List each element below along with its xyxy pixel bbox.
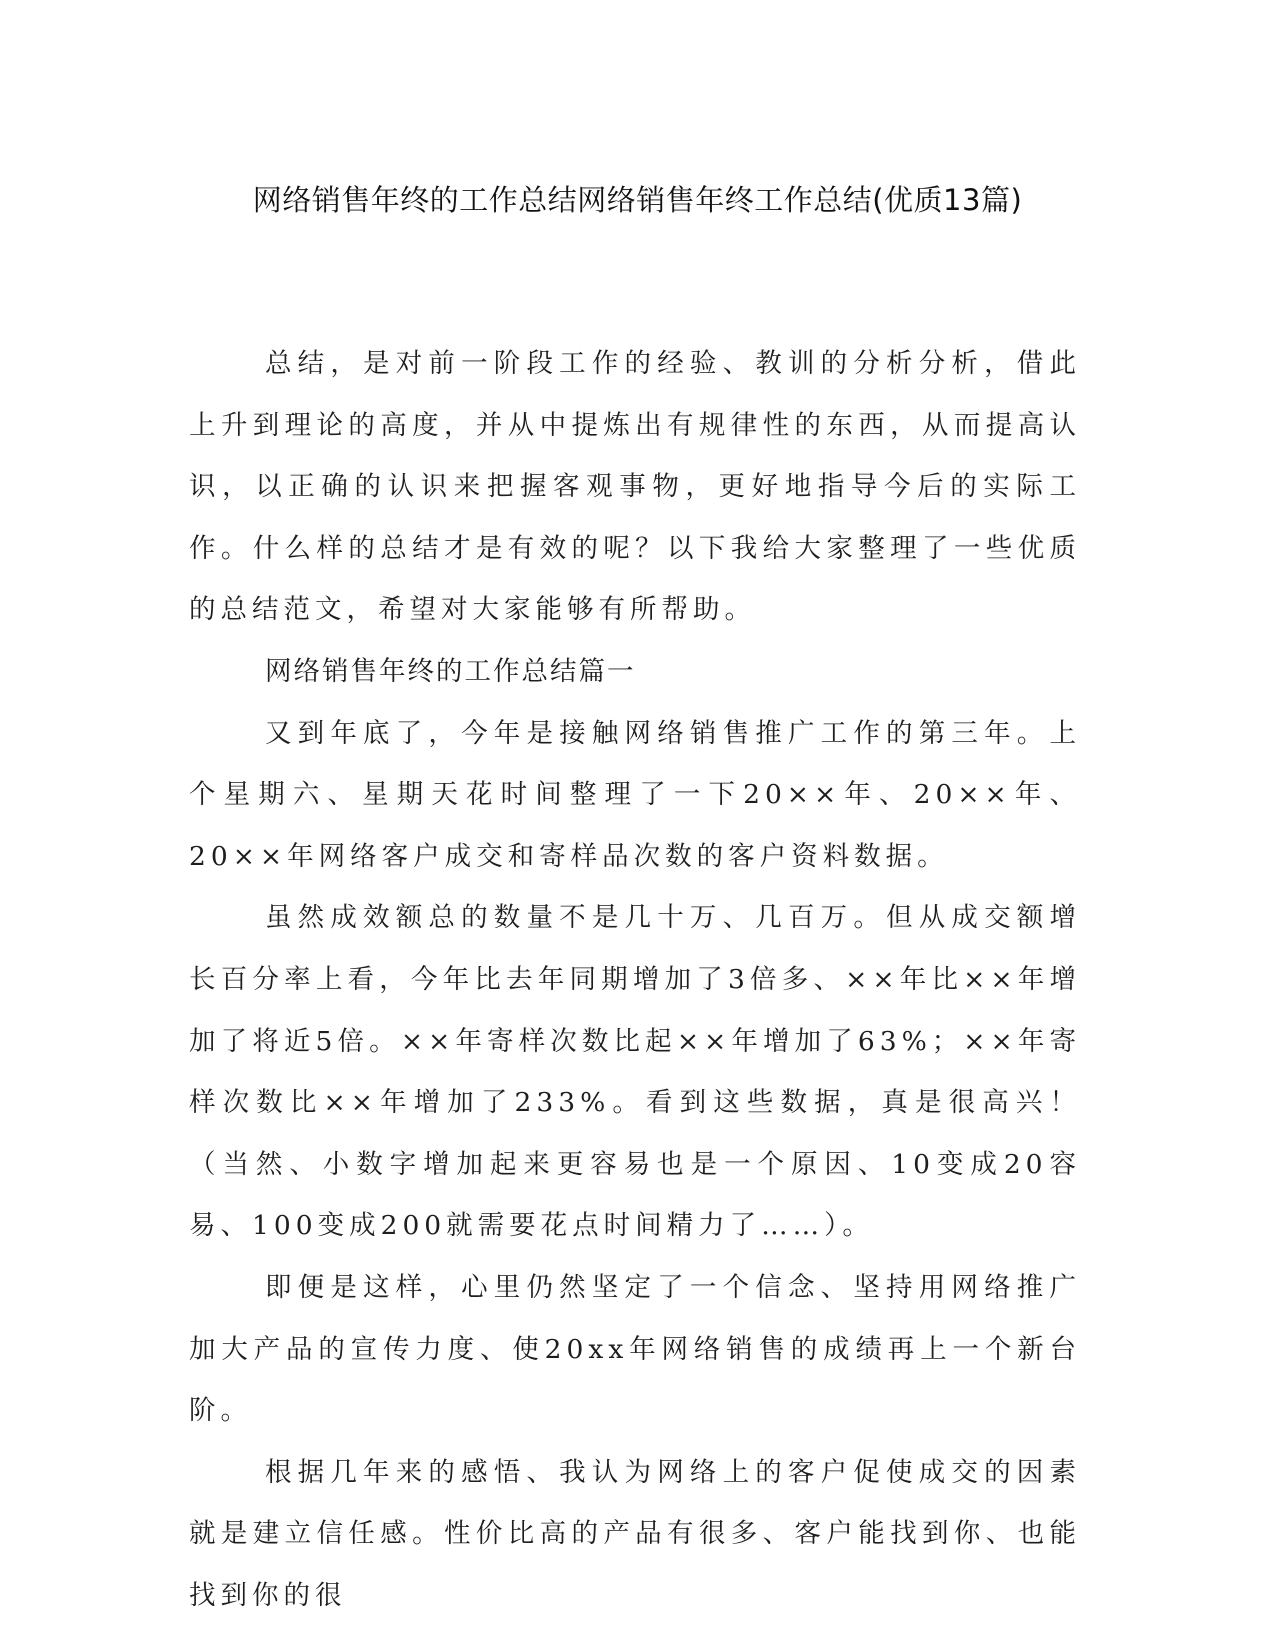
- paragraph-trust: 根据几年来的感悟、我认为网络上的客户促使成交的因素就是建立信任感。性价比高的产品有很多、客户能找到你、也能找到你的很: [189, 1456, 1081, 1611]
- document-body: [189, 333, 1081, 1626]
- paragraph-belief: 即便是这样，心里仍然坚定了一个信念、坚持用网络推广加大产品的宣传力度、使20xx年网络销售的成绩再上一个新台阶。: [189, 1271, 1081, 1427]
- document-title: 网络销售年终的工作总结网络销售年终工作总结(优质13篇): [252, 183, 1023, 217]
- paragraph-intro: 总结，是对前一阶段工作的经验、教训的分析分析，借此上升到理论的高度，并从中提炼出有规律性的东西，从而提高认识，以正确的认识来把握客观事物，更好地指导今后的实际工作。什么样的总结才是有效的呢？以下我给大家整理了一些优质的总结范文，希望对大家能够有所帮助。: [189, 348, 1081, 626]
- paragraph-year-end: 又到年底了，今年是接触网络销售推广工作的第三年。上个星期六、星期天花时间整理了一下20××年、20××年、20××年网络客户成交和寄样品次数的客户资料数据。: [189, 717, 1081, 872]
- section-heading: 网络销售年终的工作总结篇一: [265, 655, 636, 687]
- paragraph-growth-data: 虽然成效额总的数量不是几十万、几百万。但从成交额增长百分率上看，今年比去年同期增加了3倍多、××年比××年增加了将近5倍。××年寄样次数比起××年增加了63%；××年寄样次数比××年增加了233%。看到这些数据，真是很高兴！（当然、小数字增加起来更容易也是一个原因、10变成20容易、100变成200就需要花点时间精力了……）。: [189, 902, 1081, 1242]
